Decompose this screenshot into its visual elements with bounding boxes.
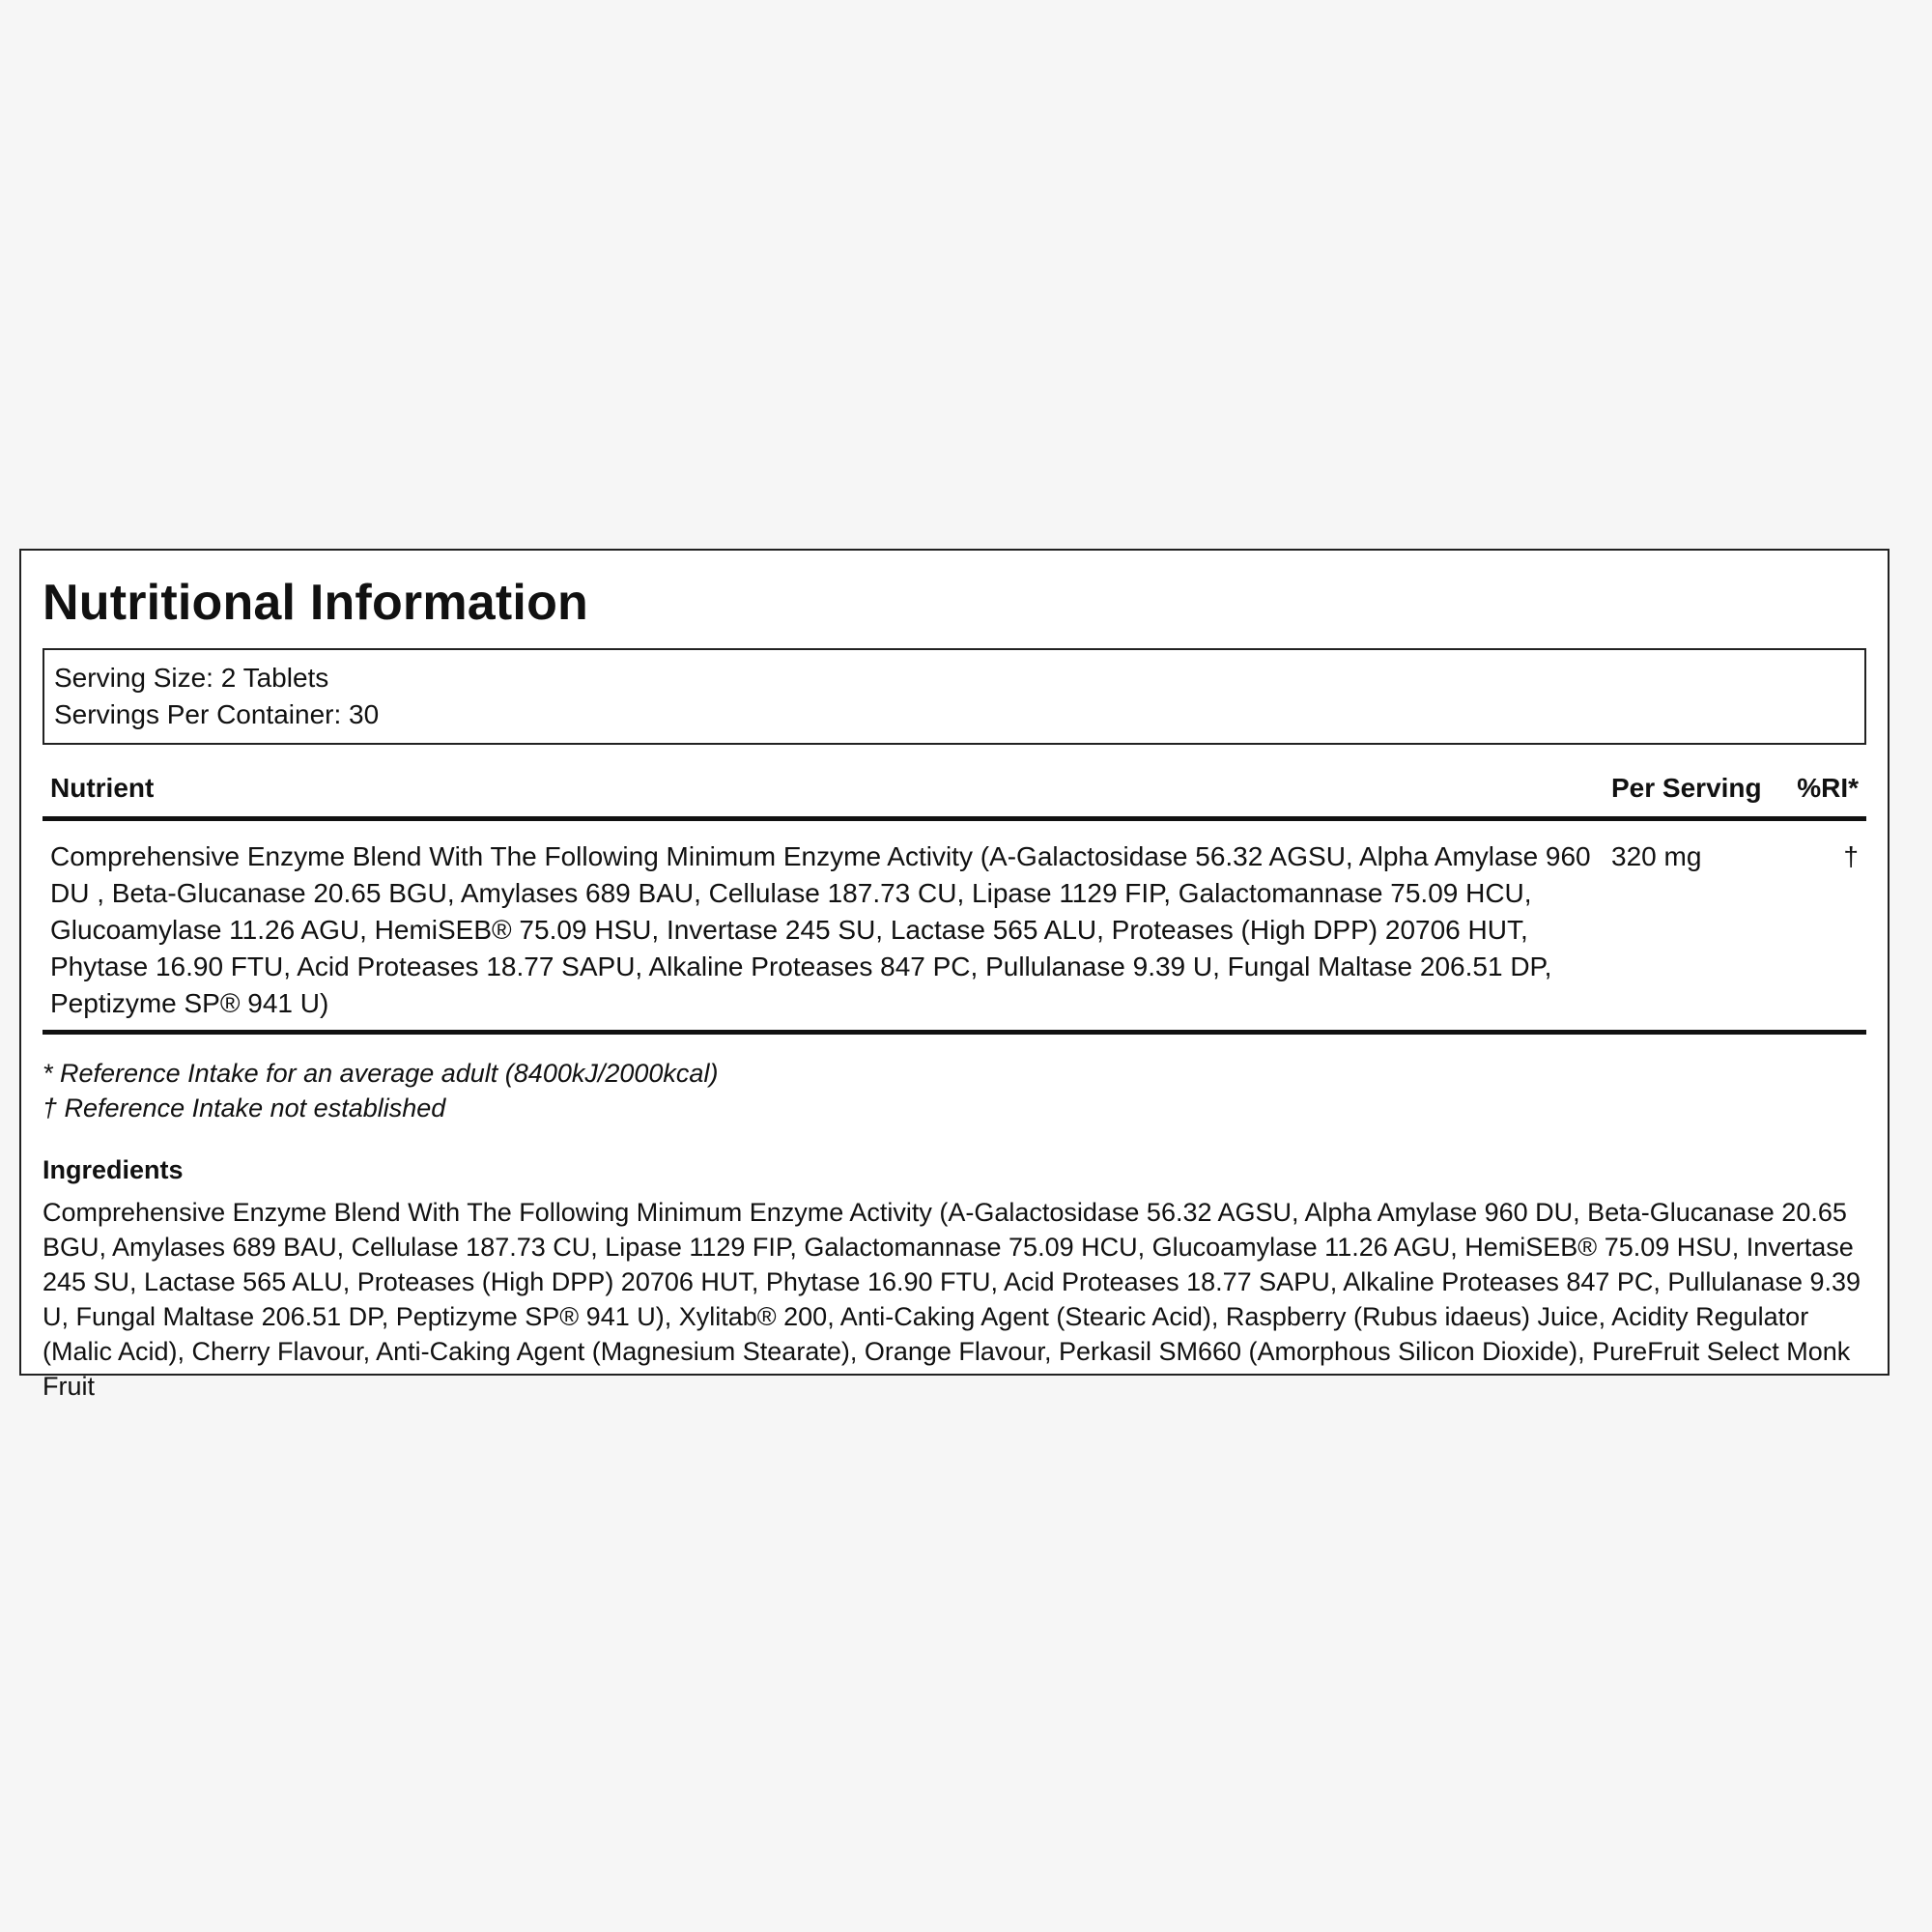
footnote-ri: * Reference Intake for an average adult (8400kJ/2000kcal) <box>43 1059 719 1089</box>
ingredients-heading: Ingredients <box>43 1155 184 1185</box>
nutrient-per-serving: 320 mg <box>1604 819 1781 1033</box>
serving-size: Serving Size: 2 Tablets <box>54 663 329 694</box>
ingredients-text: Comprehensive Enzyme Blend With The Following Minimum Enzyme Activity (A-Galactosidase 56.32 AGSU, Alpha Amylase 960 DU, Beta-Glucanase 20.65 BGU, Amylases 689 BAU, Cellulase 187.73 CU, Lipase 1129 FIP, Galactomannase 75.09 HCU, Glucoamylase 11.26 AGU, HemiSEB® 75.09 HSU, Invertase 245 SU, Lactase 565 ALU, Proteases (High DPP) 20706 HUT, Phytase 16.90 FTU, Acid Proteases 18.77 SAPU, Alkaline Proteases 847 PC, Pullulanase 9.39 U, Fungal Maltase 206.51 DP, Peptizyme SP® 941 U), Xylitab® 200, Anti-Caking Agent (Stearic Acid), Raspberry (Rubus idaeus) Juice, Acidity Regulator (Malic Acid), Cherry Flavour, Anti-Caking Agent (Magnesium Stearate), Orange Flavour, Perkasil SM660 (Amorphous Silicon Dioxide), PureFruit Select Monk Fruit <box>43 1198 1861 1402</box>
nutrition-panel <box>19 549 1889 1402</box>
table-header-row <box>43 762 1866 819</box>
serving-info-box <box>43 648 1866 745</box>
footnotes <box>43 1056 1866 1125</box>
header-ri: %RI* <box>1781 762 1866 819</box>
nutrient-ri: † <box>1781 819 1866 1033</box>
footnote-not-established: † Reference Intake not established <box>43 1094 446 1123</box>
nutrient-name: Comprehensive Enzyme Blend With The Following Minimum Enzyme Activity (A-Galactosidase 56.32 AGSU, Alpha Amylase 960 DU , Beta-Glucanase 20.65 BGU, Amylases 689 BAU, Cellulase 187.73 CU, Lipase 1129 FIP, Galactomannase 75.09 HCU, Glucoamylase 11.26 AGU, HemiSEB® 75.09 HSU, Invertase 245 SU, Lactase 565 ALU, Proteases (High DPP) 20706 HUT, Phytase 16.90 FTU, Acid Proteases 18.77 SAPU, Alkaline Proteases 847 PC, Pullulanase 9.39 U, Fungal Maltase 206.51 DP, Peptizyme SP® 941 U) <box>43 819 1604 1033</box>
table-row <box>43 819 1866 1033</box>
nutrient-table <box>43 762 1866 1035</box>
header-nutrient: Nutrient <box>43 762 1604 819</box>
servings-per-container: Servings Per Container: 30 <box>54 699 380 730</box>
header-per-serving: Per Serving <box>1604 762 1781 819</box>
panel-title: Nutritional Information <box>43 575 588 631</box>
